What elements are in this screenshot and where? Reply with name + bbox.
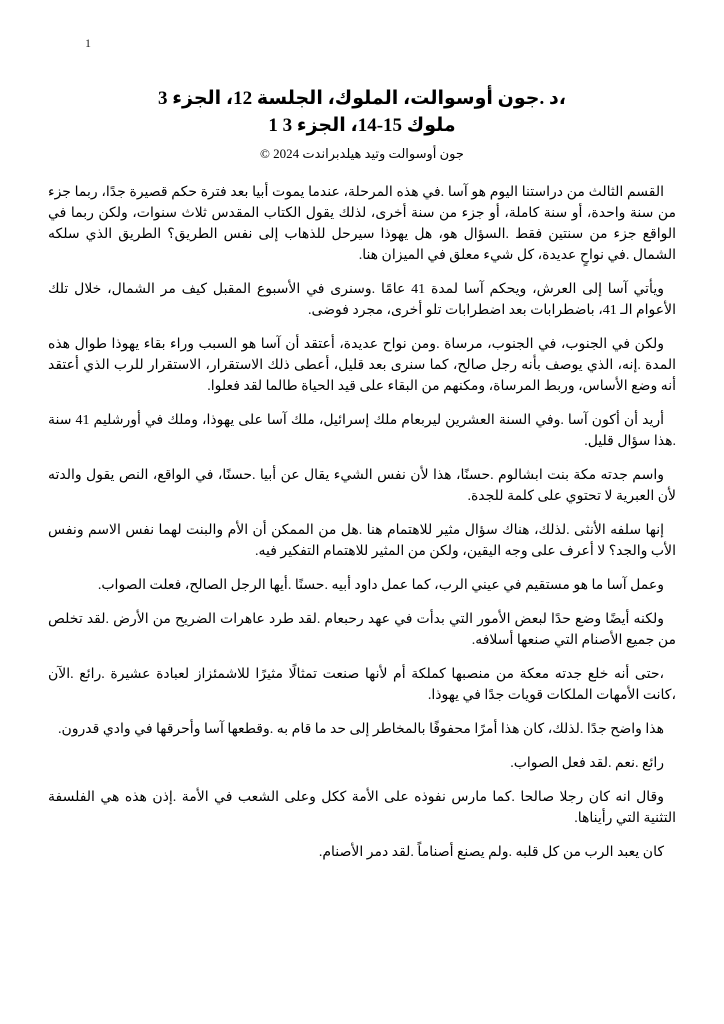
paragraph: وعمل آسا ما هو مستقيم في عيني الرب، كما عمل داود أبيه .حسنًا .أيها الرجل الصالح، فعلت الصواب. <box>97 578 664 594</box>
paragraph: ولكن في الجنوب، في الجنوب، مرساة .ومن نواح عديدة، أعتقد أن آسا هو السبب وراء بقاء يهوذا طوال هذه المدة .إنه، الذي يوصف بأنه رجل صالح، كما سنرى بعد قليل، أعطى ذلك الاستقرار، الاستقرار للرب الذي أعتقد أنه وضع الأساس، وربط المرساة، ومكنهم من البقاء على قيد الحياة طالما لقد فعلوا. <box>48 337 676 395</box>
paragraph: ،حتى أنه خلع جدته معكة من منصبها كملكة أم لأنها صنعت تمثالًا مثيرًا للاشمئزاز لعبادة عشيرة .رائع .الآن ،كانت الأمهات الملكات قويات جدًا في يهوذا. <box>48 667 676 704</box>
paragraph: القسم الثالث من دراستنا اليوم هو آسا .في هذه المرحلة، عندما يموت أبيا بعد فترة حكم قصيرة جدًا، ربما جزء من سنة واحدة، أو سنة كاملة، أو جزء من سنة أخرى، لذلك يقول الكتاب المقدس ثلاث سنوات، ولكن ربما في الواقع جزء من سنتين فقط .السؤال هو، هل يهوذا سيرحل للذهاب إلى نفس الطريق؟ الطريق الذي سلكه الشمال .في نواحٍ عديدة، كل شيء معلق في الميزان هنا. <box>48 185 676 264</box>
paragraph: رائع .نعم .لقد فعل الصواب. <box>510 756 664 772</box>
paragraph: كان يعبد الرب من كل قلبه .ولم يصنع أصناماً .لقد دمر الأصنام. <box>318 845 664 861</box>
paragraph: أريد أن أكون آسا .وفي السنة العشرين ليربعام ملك إسرائيل، ملك آسا على يهوذا، وملك في أورشليم 41 سنة .هذا سؤال قليل. <box>48 413 676 450</box>
document-title <box>48 86 676 139</box>
copyright-line: جون أوسوالت وتيد هيلدبراندت 2024 © <box>260 146 464 162</box>
paragraph: واسم جدته مكة بنت ابشالوم .حسنًا، هذا لأن نفس الشيء يقال عن أبيا .حسنًا، في الواقع، النص يقول والدته لأن العبرية لا تحتوي على كلمة للجدة. <box>48 468 676 505</box>
paragraph: ويأتي آسا إلى العرش، ويحكم آسا لمدة 41 عامًا .وسنرى في الأسبوع المقبل كيف مر الشمال، خلال تلك الأعوام الـ 41، باضطرابات بعد اضطرابات تلو أخرى، مجرد فوضى. <box>48 282 676 319</box>
title-line-1: ،د .جون أوسوالت، الملوك، الجلسة 12، الجزء 3 <box>158 88 566 109</box>
page-number: 1 <box>85 36 91 50</box>
document-content <box>48 86 676 876</box>
paragraph: وقال انه كان رجلا صالحا .كما مارس نفوذه على الأمة ككل وعلى الشعب في الأمة .إذن هذه هي الفلسفة التثنية التي رأيناها. <box>48 790 676 827</box>
body-text <box>48 182 676 863</box>
paragraph: هذا واضح جدًا .لذلك، كان هذا أمرًا محفوفًا بالمخاطر إلى حد ما قام به .وقطعها آسا وأحرقها في وادي قدرون. <box>57 722 664 738</box>
paragraph: ولكنه أيضًا وضع حدًا لبعض الأمور التي بدأت في عهد رحبعام .لقد طرد عاهرات الضريح من الأرض .لقد تخلص من جميع الأصنام التي صنعها أسلافه. <box>48 612 676 649</box>
paragraph: إنها سلفه الأنثى .لذلك، هناك سؤال مثير للاهتمام هنا .هل من الممكن أن الأم والبنت لهما نفس الاسم ونفس الأب والجد؟ لا أعرف على وجه اليقين، ولكن من المثير للاهتمام التفكير فيه. <box>48 523 676 560</box>
title-line-2: ملوك ‎14-15‎، الجزء 3 1 <box>268 114 456 136</box>
